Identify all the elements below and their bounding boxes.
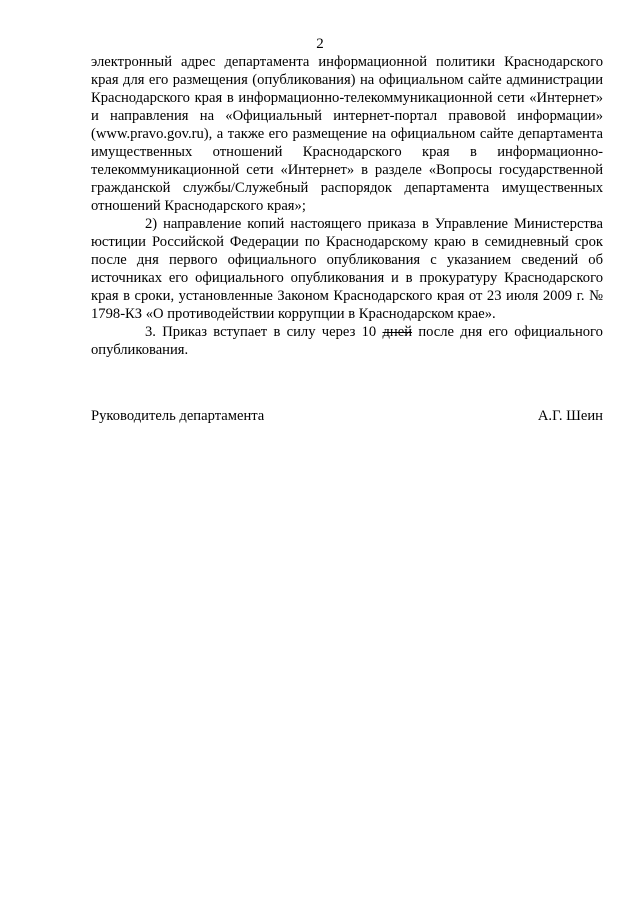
signature-block xyxy=(91,407,603,425)
paragraph-3 xyxy=(91,323,603,359)
document-body xyxy=(91,53,603,359)
signatory-position: Руководитель департамента xyxy=(91,408,265,424)
page-number: 2 xyxy=(316,36,324,52)
paragraph-3-struck-word: дней xyxy=(382,324,413,340)
paragraph-3-text-end: после дня его официального опубликования. xyxy=(91,324,603,358)
paragraph-1: электронный адрес департамента информационной политики Краснодарского края для его размещения (опубликования) на официальном сайте администрации Краснодарского края в информационно-телекоммуникационной сети «Интернет» и направления на «Официальный интернет-портал правовой информации» (www.pravo.gov.ru), а также его размещение на официальном сайте департамента имущественных отношений Краснодарского края в информационно-телекоммуникационной сети «Интернет» в разделе «Вопросы государственной гражданской службы/Служебный распорядок департамента имущественных отношений Краснодарского края»; xyxy=(91,54,603,214)
signatory-name: А.Г. Шеин xyxy=(537,408,603,424)
paragraph-3-text-start: 3. Приказ вступает в силу через 10 xyxy=(145,324,383,340)
paragraph-2: 2) направление копий настоящего приказа в Управление Министерства юстиции Российской Федерации по Краснодарскому краю в семидневный срок после дня первого официального опубликования с указанием сведений об источниках его официального опубликования и в прокуратуру Краснодарского края в сроки, установленные Законом Краснодарского края от 23 июля 2009 г. № 1798-КЗ «О противодействии коррупции в Краснодарском крае». xyxy=(91,216,603,322)
